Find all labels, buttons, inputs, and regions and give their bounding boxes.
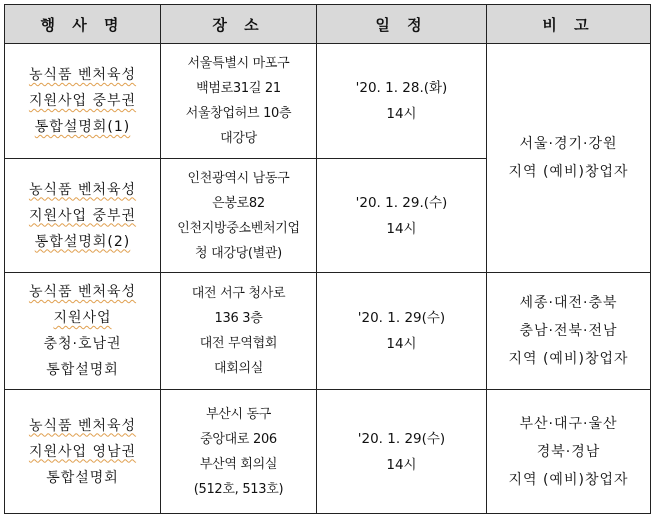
location-line: 부산시 동구 — [205, 406, 272, 422]
header-event-name: 행 사 명 — [5, 5, 161, 44]
location-line: 청 대강당(별관) — [195, 245, 282, 261]
location-cell — [161, 390, 317, 514]
schedule-cell — [317, 390, 487, 514]
event-name-line: 농식품 벤처육성 — [28, 181, 137, 198]
table-header-row — [5, 5, 651, 44]
schedule-date: '20. 1. 29.(수) — [355, 194, 448, 211]
schedule-time: 14시 — [386, 336, 417, 352]
location-line: 대회의실 — [213, 361, 264, 376]
schedule-date: '20. 1. 29(수) — [357, 430, 446, 447]
event-schedule-table — [4, 4, 651, 514]
remarks-line: 서울·경기·강원 — [519, 136, 618, 152]
event-name-line: 통합설명회 — [46, 362, 119, 378]
schedule-time: 14시 — [386, 220, 417, 237]
schedule-cell — [317, 273, 487, 390]
event-name-line: 통합설명회(2) — [34, 233, 131, 250]
event-name-line: 지원사업 영남권 — [28, 443, 137, 460]
schedule-cell — [317, 44, 487, 159]
remarks-line: 부산·대구·울산 — [519, 415, 618, 432]
remarks-cell — [487, 390, 651, 514]
event-name-line: 농식품 벤처육성 — [28, 417, 137, 434]
schedule-time: 14시 — [386, 106, 417, 122]
event-name-line: 지원사업 중부권 — [28, 93, 137, 109]
location-line: 부산역 회의실 — [199, 456, 278, 472]
remarks-cell — [487, 273, 651, 390]
header-location: 장 소 — [161, 5, 317, 44]
location-line: 인천지방중소벤처기업 — [177, 220, 300, 236]
location-line: (512호, 513호) — [193, 481, 284, 497]
remarks-line: 지역 (예비)창업자 — [508, 351, 629, 367]
schedule-cell — [317, 159, 487, 273]
location-line: 대전 무역협회 — [199, 336, 278, 351]
event-name-line: 통합설명회(1) — [34, 119, 131, 135]
location-line: 136 3층 — [214, 311, 263, 326]
location-line: 인천광역시 남동구 — [187, 170, 290, 186]
event-name-line: 통합설명회 — [46, 469, 119, 486]
remarks-line: 세종·대전·충북 — [519, 295, 618, 311]
table-row — [5, 390, 651, 514]
location-line: 서울창업허브 10층 — [185, 106, 292, 121]
schedule-date: '20. 1. 28.(화) — [355, 80, 448, 96]
remarks-line: 지역 (예비)창업자 — [508, 471, 629, 488]
remarks-line: 경북·경남 — [536, 443, 601, 460]
location-line: 대전 서구 청사로 — [191, 286, 286, 301]
event-name-line: 지원사업 중부권 — [28, 207, 137, 224]
event-name-cell — [5, 273, 161, 390]
location-cell — [161, 44, 317, 159]
schedule-date: '20. 1. 29(수) — [357, 310, 446, 326]
location-cell — [161, 159, 317, 273]
remarks-line: 지역 (예비)창업자 — [508, 164, 629, 180]
event-name-line: 지원사업 — [53, 310, 112, 326]
event-name-line: 충청·호남권 — [43, 336, 122, 352]
location-line: 중앙대로 206 — [200, 431, 277, 447]
schedule-time: 14시 — [386, 456, 417, 473]
remarks-line: 충남·전북·전남 — [519, 323, 618, 339]
location-line: 서울특별시 마포구 — [187, 56, 290, 71]
table-row — [5, 273, 651, 390]
event-name-cell — [5, 390, 161, 514]
event-name-cell — [5, 159, 161, 273]
location-line: 대강당 — [220, 131, 257, 146]
header-remarks: 비 고 — [487, 5, 651, 44]
table-row — [5, 44, 651, 159]
location-line: 은봉로82 — [212, 195, 265, 211]
event-name-line: 농식품 벤처육성 — [28, 67, 137, 83]
event-name-line: 농식품 벤처육성 — [28, 284, 137, 300]
location-cell — [161, 273, 317, 390]
header-schedule: 일 정 — [317, 5, 487, 44]
remarks-cell-shared — [487, 44, 651, 273]
location-line: 백범로31길 21 — [196, 81, 281, 96]
event-name-cell — [5, 44, 161, 159]
